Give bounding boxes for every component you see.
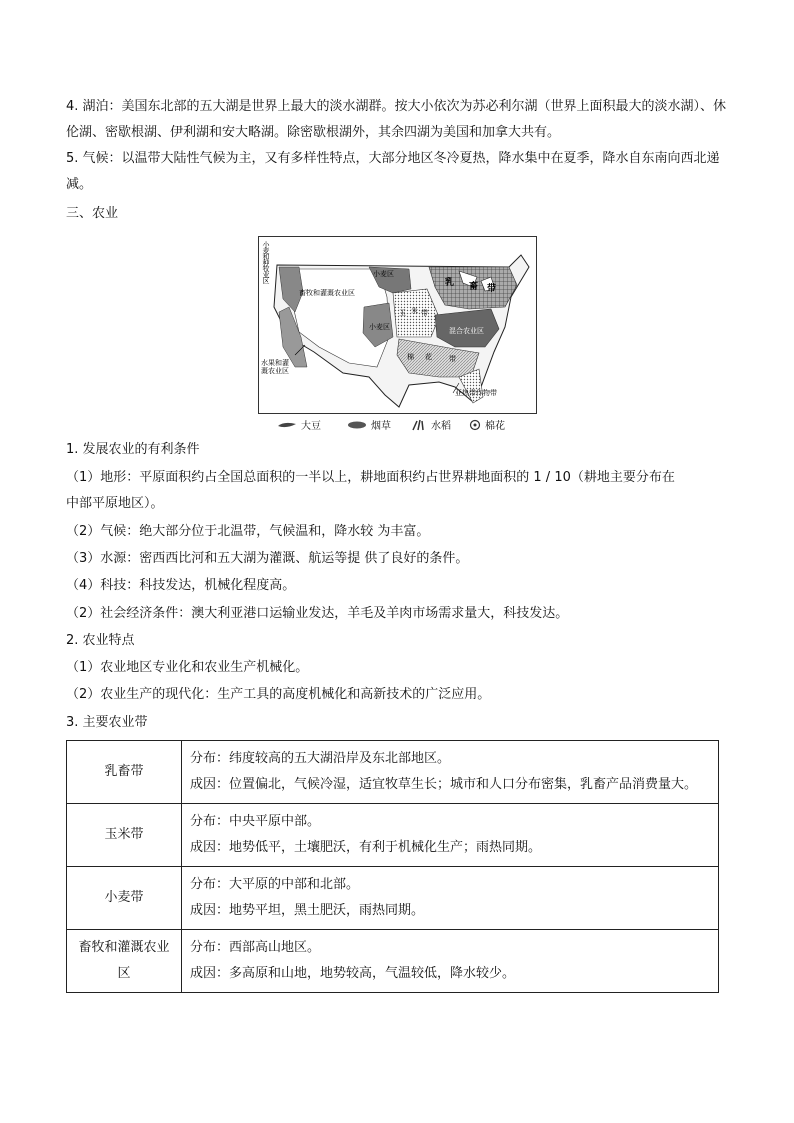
label-dairy-3: 带	[487, 284, 497, 294]
map-legend	[264, 415, 534, 433]
belt-distribution: 分布：纬度较高的五大湖沿岸及东北部地区。	[190, 751, 451, 766]
table-row	[67, 741, 719, 804]
belt-distribution: 分布：中央平原中部。	[190, 814, 321, 829]
climate-condition: （2）气候：绝大部分位于北温带，气候温和，降水较 为丰富。	[66, 524, 430, 539]
label-dairy-1: 乳	[445, 278, 455, 288]
belt-name: 乳畜带	[67, 741, 182, 804]
belt-name: 畜牧和灌溉农业区	[67, 930, 182, 993]
tobacco-icon	[346, 420, 368, 430]
table-row	[67, 930, 719, 993]
legend-soybean: 大豆	[276, 417, 321, 432]
legend-cotton: 棉花	[468, 417, 505, 432]
belt-cause: 成因：地势低平，土壤肥沃，有利于机械化生产；雨热同期。	[190, 840, 542, 855]
table-row	[67, 867, 719, 930]
soybean-icon	[276, 420, 298, 430]
label-ranching: 畜牧和灌溉农业区	[299, 289, 355, 297]
label-cotton-3: 带	[449, 355, 456, 363]
table-row	[67, 804, 719, 867]
terrain-line-2: 中部平原地区）。	[66, 496, 164, 511]
belt-cause: 成因：多高原和山地，地势较高，气温较低，降水较少。	[190, 966, 516, 981]
tech-condition: （4）科技：科技发达，机械化程度高。	[66, 578, 296, 593]
climate-paragraph: 5. 气候：以温带大陆性气候为主，又有多样性特点，大部分地区冬冷夏热，降水集中在夏季，降水自东南向西北递减。	[66, 151, 720, 192]
label-wheat-central: 小麦区	[369, 323, 390, 331]
label-corn-2: 米	[411, 307, 418, 315]
agriculture-map	[258, 236, 537, 414]
rice-icon	[410, 419, 428, 431]
label-wheat-north: 小麦区	[373, 270, 394, 278]
feature-item-2: （2）农业生产的现代化：生产工具的高度机械化和高新技术的广泛应用。	[66, 687, 491, 702]
label-dairy-2: 畜	[469, 282, 479, 292]
belt-cause: 成因：地势平坦，黑土肥沃，雨热同期。	[190, 903, 425, 918]
belt-cause: 成因：位置偏北，气候冷湿，适宜牧草生长；城市和人口分布密集，乳畜产品消费量大。	[190, 777, 698, 792]
section-title: 三、农业	[66, 206, 119, 221]
legend-rice: 水稻	[410, 417, 451, 432]
lakes-paragraph: 4. 湖泊：美国东北部的五大湖是世界上最大的淡水湖群。按大小依次为苏必利尔湖（世界上面积最大的淡水湖）、休伦湖、密歇根湖、伊利湖和安大略湖。除密歇根湖外，其余四湖为美国和加拿大共有。	[66, 99, 727, 140]
belt-name: 玉米带	[67, 804, 182, 867]
features-heading: 2. 农业特点	[66, 633, 135, 648]
label-corn-3: 带	[421, 309, 428, 317]
label-corn-1: 玉	[399, 309, 406, 317]
label-cotton-2: 花	[425, 353, 432, 361]
agriculture-belts-table	[66, 740, 719, 993]
belts-heading: 3. 主要农业带	[66, 715, 148, 730]
belt-distribution: 分布：大平原的中部和北部。	[190, 877, 360, 892]
cotton-icon	[468, 419, 482, 431]
label-mixed: 混合农业区	[449, 327, 484, 335]
us-map-graphic	[259, 237, 536, 413]
social-condition: （2）社会经济条件：澳大利亚港口运输业发达，羊毛及羊肉市场需求量大，科技发达。	[66, 606, 569, 621]
label-fruit: 水果和灌溉农业区	[261, 359, 289, 375]
conditions-heading: 1. 发展农业的有利条件	[66, 442, 200, 457]
terrain-line-1: （1）地形：平原面积约占全国总面积的一半以上，耕地面积约占世界耕地面积的 1 / 10（耕地主要分布在	[66, 470, 675, 485]
belt-distribution: 分布：西部高山地区。	[190, 940, 321, 955]
water-condition: （3）水源：密西西比河和五大湖为灌溉、航运等提 供了良好的条件。	[66, 551, 469, 566]
belt-name: 小麦带	[67, 867, 182, 930]
feature-item-1: （1）农业地区专业化和农业生产机械化。	[66, 660, 309, 675]
legend-tobacco: 烟草	[346, 417, 391, 432]
label-wheat-nw: 小麦和种牧业区	[262, 241, 270, 283]
label-subtropical: 亚热带作物带	[455, 389, 497, 397]
label-cotton-1: 棉	[407, 353, 414, 361]
